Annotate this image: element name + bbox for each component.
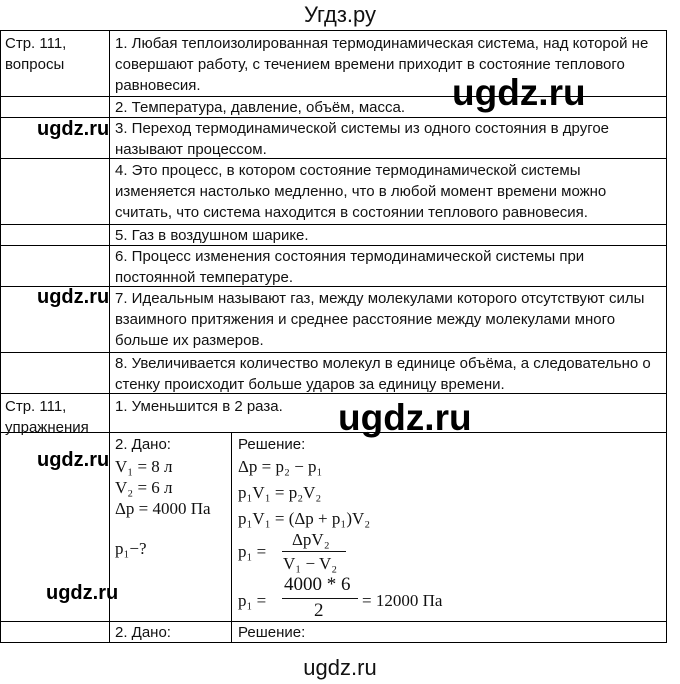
fraction-1-lhs: p₁ = [238, 542, 267, 561]
watermark-small: ugdz.ru [37, 286, 110, 308]
solution-step-3: p₁V₁ = (Δp + p₁)V₂ [238, 509, 371, 528]
row-line [0, 30, 667, 31]
section-label-exercises: Стр. 111, упражнения [5, 398, 89, 436]
col-line [0, 30, 1, 642]
answer-5: 5. Газ в воздушном шарике. [115, 227, 309, 244]
solution-step-2: p₁V₁ = p₂V₂ [238, 483, 322, 502]
answer-4: 4. Это процесс, в котором состояние термодинамической системы изменяется настолько медленно, что в любой момент времени можно считать, что система находится в состоянии теплового равновесия. [115, 162, 607, 221]
site-title: Угдз.ру [303, 2, 377, 27]
given-v2: V₂ = 6 л [115, 478, 173, 497]
col-line [231, 432, 232, 642]
answer-2: 2. Температура, давление, объём, масса. [115, 99, 405, 116]
fraction-1-denominator: V₁ − V₂ [283, 554, 338, 573]
watermark-big: ugdz.ru [338, 397, 472, 438]
fraction-1-numerator: ΔpV₂ [292, 530, 330, 549]
given-delta-p: Δp = 4000 Па [115, 499, 211, 518]
exercise-2b-given-title: 2. Дано: [115, 624, 171, 641]
given-v1: V₁ = 8 л [115, 457, 173, 476]
watermark-small: ugdz.ru [46, 582, 119, 604]
solution-step-1: Δp = p₂ − p₁ [238, 457, 323, 476]
watermark-small: ugdz.ru [37, 118, 110, 140]
answer-3: 3. Переход термодинамической системы из одного состояния в другое называют процессом. [115, 120, 610, 158]
answer-6: 6. Процесс изменения состояния термодинамической системы при постоянной температуре. [115, 248, 585, 286]
fraction-2-numerator: 4000 * 6 [284, 574, 351, 595]
fraction-1-bar [282, 551, 346, 552]
section-label-questions: Стр. 111, вопросы [5, 35, 67, 73]
given-title: 2. Дано: [115, 436, 171, 453]
exercise-1-answer: 1. Уменьшится в 2 раза. [115, 398, 283, 415]
exercise-2b-solution-title: Решение: [238, 624, 306, 641]
row-line [0, 621, 667, 622]
fraction-2-result: = 12000 Па [362, 591, 443, 610]
fraction-2-bar [282, 598, 358, 599]
fraction-2-lhs: p₁ = [238, 591, 267, 610]
col-line [666, 30, 667, 642]
watermark-small: ugdz.ru [37, 449, 110, 471]
answer-1: 1. Любая теплоизолированная термодинамическая система, над которой не совершают работу, с течением времени приходит в состояние теплового равновесия. [115, 35, 649, 94]
watermark-big: ugdz.ru [452, 72, 586, 113]
row-line [0, 642, 667, 643]
solution-title: Решение: [238, 436, 306, 453]
fraction-2-denominator: 2 [314, 600, 324, 621]
answer-7: 7. Идеальным называют газ, между молекулами которого отсутствуют силы взаимного притяжения и среднее расстояние между молекулами много больше их размеров. [115, 290, 645, 349]
answer-8: 8. Увеличивается количество молекул в единице объёма, а следовательно о стенку происходит больше ударов за единицу времени. [115, 355, 651, 393]
footer-watermark: ugdz.ru [303, 655, 377, 680]
unknown-p1: p₁−? [115, 539, 147, 558]
